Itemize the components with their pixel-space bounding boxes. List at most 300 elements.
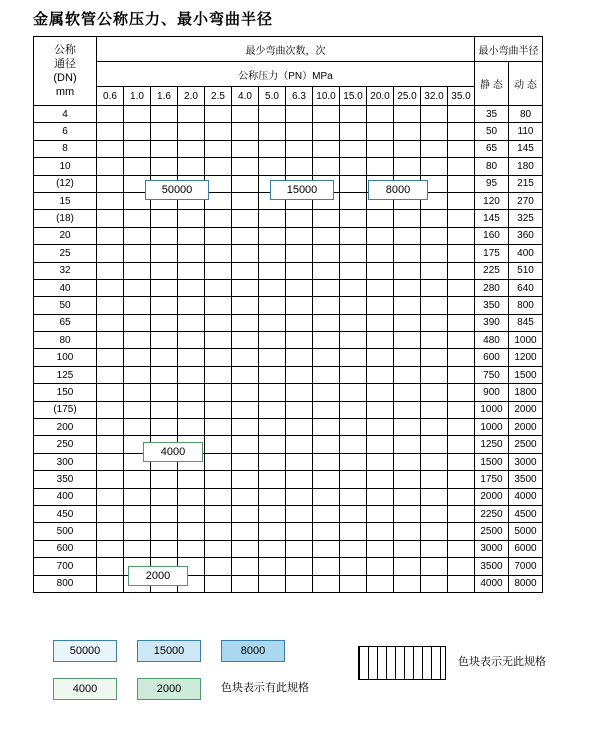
- pressure-cell: [448, 488, 475, 505]
- pressure-col-header: 35.0: [448, 87, 475, 106]
- pressure-cell: [394, 245, 421, 262]
- pressure-cell: [259, 227, 286, 244]
- dynamic-radius-cell: 360: [509, 227, 543, 244]
- static-radius-cell: 160: [475, 227, 509, 244]
- pressure-cell: [97, 192, 124, 209]
- pressure-cell: [448, 384, 475, 401]
- pressure-cell: [97, 106, 124, 123]
- static-radius-cell: 3000: [475, 540, 509, 557]
- static-radius-cell: 1250: [475, 436, 509, 453]
- pressure-cell: [394, 210, 421, 227]
- pressure-cell: [97, 297, 124, 314]
- pressure-cell: [232, 262, 259, 279]
- dynamic-radius-cell: 640: [509, 279, 543, 296]
- pressure-cell: [124, 540, 151, 557]
- static-radius-cell: 175: [475, 245, 509, 262]
- pressure-col-header: 4.0: [232, 87, 259, 106]
- pressure-cell: [151, 140, 178, 157]
- dn-cell: 15: [34, 192, 97, 209]
- pressure-cell: [313, 575, 340, 592]
- pressure-cell: [151, 349, 178, 366]
- table-row: [34, 453, 543, 470]
- legend-hatch-note: 色块表示无此规格: [458, 656, 546, 668]
- pressure-cell: [259, 366, 286, 383]
- pressure-cell: [232, 453, 259, 470]
- pressure-cell: [259, 488, 286, 505]
- pressure-cell: [178, 349, 205, 366]
- pressure-cell: [178, 297, 205, 314]
- pressure-cell: [97, 419, 124, 436]
- pressure-cell: [286, 366, 313, 383]
- dynamic-radius-cell: 5000: [509, 523, 543, 540]
- pressure-cell: [259, 106, 286, 123]
- pressure-cell: [97, 453, 124, 470]
- pressure-cell: [286, 575, 313, 592]
- pressure-cell: [124, 279, 151, 296]
- pressure-cell: [367, 488, 394, 505]
- table-row: [34, 366, 543, 383]
- bend-count-header: 最少弯曲次数，次: [97, 37, 475, 62]
- dn-cell: 300: [34, 453, 97, 470]
- static-radius-cell: 1750: [475, 471, 509, 488]
- dn-cell: 600: [34, 540, 97, 557]
- pressure-cell: [394, 436, 421, 453]
- table-row: [34, 488, 543, 505]
- pressure-cell: [448, 401, 475, 418]
- pressure-cell: [97, 332, 124, 349]
- pressure-cell: [232, 349, 259, 366]
- pressure-cell: [313, 158, 340, 175]
- dn-cell: 450: [34, 505, 97, 522]
- table-row: [34, 419, 543, 436]
- pressure-cell: [340, 540, 367, 557]
- static-radius-cell: 65: [475, 140, 509, 157]
- dn-cell: 65: [34, 314, 97, 331]
- pressure-cell: [97, 436, 124, 453]
- pressure-cell: [205, 453, 232, 470]
- pressure-cell: [259, 505, 286, 522]
- pressure-cell: [313, 523, 340, 540]
- pressure-cell: [340, 332, 367, 349]
- pressure-cell: [448, 332, 475, 349]
- pressure-cell: [448, 192, 475, 209]
- pressure-cell: [259, 210, 286, 227]
- pressure-cell: [421, 453, 448, 470]
- static-radius-cell: 2500: [475, 523, 509, 540]
- pressure-cell: [286, 158, 313, 175]
- dn-cell: 6: [34, 123, 97, 140]
- pressure-cell: [259, 523, 286, 540]
- pressure-cell: [367, 401, 394, 418]
- pressure-cell: [178, 332, 205, 349]
- dn-cell: (175): [34, 401, 97, 418]
- pressure-cell: [151, 401, 178, 418]
- pressure-cell: [124, 227, 151, 244]
- pressure-cell: [124, 106, 151, 123]
- legend-item-2000: 2000: [137, 678, 201, 700]
- pressure-cell: [340, 453, 367, 470]
- dn-cell: 20: [34, 227, 97, 244]
- pressure-cell: [394, 349, 421, 366]
- pressure-cell: [313, 401, 340, 418]
- pressure-cell: [259, 158, 286, 175]
- pressure-cell: [151, 279, 178, 296]
- dynamic-radius-cell: 110: [509, 123, 543, 140]
- pressure-cell: [448, 419, 475, 436]
- pressure-cell: [340, 436, 367, 453]
- pressure-col-header: 2.0: [178, 87, 205, 106]
- pressure-cell: [97, 349, 124, 366]
- pressure-cell: [367, 436, 394, 453]
- pressure-cell: [232, 158, 259, 175]
- pressure-cell: [394, 523, 421, 540]
- pressure-cell: [205, 332, 232, 349]
- pressure-cell: [97, 140, 124, 157]
- pressure-cell: [178, 540, 205, 557]
- pressure-cell: [259, 314, 286, 331]
- dn-cell: 32: [34, 262, 97, 279]
- pressure-cell: [313, 540, 340, 557]
- pressure-cell: [124, 314, 151, 331]
- pressure-cell: [205, 366, 232, 383]
- pressure-cell: [97, 314, 124, 331]
- pressure-cell: [124, 523, 151, 540]
- pressure-cell: [367, 366, 394, 383]
- pressure-cell: [394, 558, 421, 575]
- dynamic-radius-cell: 7000: [509, 558, 543, 575]
- pressure-cell: [259, 436, 286, 453]
- pressure-cell: [232, 279, 259, 296]
- pressure-cell: [232, 140, 259, 157]
- pressure-cell: [340, 106, 367, 123]
- pressure-cell: [448, 297, 475, 314]
- table-row: [34, 575, 543, 592]
- dynamic-radius-cell: 510: [509, 262, 543, 279]
- pressure-cell: [367, 227, 394, 244]
- pressure-cell: [97, 384, 124, 401]
- dynamic-radius-cell: 270: [509, 192, 543, 209]
- pressure-cell: [124, 366, 151, 383]
- pressure-cell: [205, 279, 232, 296]
- pressure-cell: [394, 575, 421, 592]
- dynamic-radius-cell: 80: [509, 106, 543, 123]
- dynamic-radius-cell: 1500: [509, 366, 543, 383]
- pressure-cell: [205, 245, 232, 262]
- dynamic-radius-cell: 180: [509, 158, 543, 175]
- pressure-cell: [97, 227, 124, 244]
- table-row: [34, 140, 543, 157]
- pressure-cell: [124, 471, 151, 488]
- dn-cell: 8: [34, 140, 97, 157]
- static-radius-cell: 145: [475, 210, 509, 227]
- pressure-cell: [205, 384, 232, 401]
- pressure-cell: [151, 488, 178, 505]
- pressure-cell: [313, 332, 340, 349]
- pressure-cell: [259, 332, 286, 349]
- pressure-cell: [313, 453, 340, 470]
- static-radius-cell: 80: [475, 158, 509, 175]
- pressure-col-header: 1.0: [124, 87, 151, 106]
- pressure-cell: [286, 488, 313, 505]
- pressure-cell: [151, 419, 178, 436]
- pressure-cell: [205, 158, 232, 175]
- pressure-cell: [124, 384, 151, 401]
- pressure-cell: [367, 279, 394, 296]
- dn-cell: 250: [34, 436, 97, 453]
- dn-cell: 350: [34, 471, 97, 488]
- pressure-cell: [367, 140, 394, 157]
- pressure-cell: [178, 245, 205, 262]
- pressure-cell: [151, 123, 178, 140]
- pressure-cell: [124, 332, 151, 349]
- pressure-cell: [259, 140, 286, 157]
- pressure-cell: [340, 279, 367, 296]
- pressure-cell: [205, 401, 232, 418]
- pressure-cell: [286, 297, 313, 314]
- pressure-cell: [232, 471, 259, 488]
- pressure-cell: [448, 436, 475, 453]
- pressure-cell: [340, 558, 367, 575]
- pressure-col-header: 6.3: [286, 87, 313, 106]
- pressure-cell: [448, 471, 475, 488]
- pressure-cell: [97, 523, 124, 540]
- pressure-cell: [151, 210, 178, 227]
- pressure-cell: [367, 523, 394, 540]
- static-radius-cell: 50: [475, 123, 509, 140]
- pressure-col-header: 20.0: [367, 87, 394, 106]
- pressure-cell: [286, 384, 313, 401]
- pressure-cell: [448, 505, 475, 522]
- pressure-cell: [97, 540, 124, 557]
- pressure-cell: [286, 419, 313, 436]
- pressure-cell: [421, 349, 448, 366]
- pressure-cell: [367, 505, 394, 522]
- pressure-cell: [232, 106, 259, 123]
- static-radius-cell: 750: [475, 366, 509, 383]
- dynamic-radius-cell: 4000: [509, 488, 543, 505]
- pressure-cell: [448, 123, 475, 140]
- pressure-cell: [367, 540, 394, 557]
- pressure-cell: [340, 488, 367, 505]
- pressure-cell: [340, 471, 367, 488]
- pressure-cell: [232, 123, 259, 140]
- header-row-1: [34, 37, 543, 62]
- table-body: [34, 106, 543, 593]
- pressure-cell: [313, 106, 340, 123]
- legend-item-50000: 50000: [53, 640, 117, 662]
- pressure-cell: [394, 505, 421, 522]
- pressure-cell: [394, 366, 421, 383]
- pressure-cell: [178, 106, 205, 123]
- pressure-cell: [394, 227, 421, 244]
- pressure-cell: [313, 245, 340, 262]
- pressure-cell: [151, 314, 178, 331]
- table-row: [34, 558, 543, 575]
- pressure-cell: [178, 488, 205, 505]
- pressure-cell: [259, 123, 286, 140]
- dynamic-radius-cell: 145: [509, 140, 543, 157]
- pressure-cell: [124, 349, 151, 366]
- table-row: [34, 523, 543, 540]
- pressure-cell: [313, 297, 340, 314]
- pressure-cell: [421, 488, 448, 505]
- pressure-cell: [421, 419, 448, 436]
- pressure-cell: [97, 279, 124, 296]
- pressure-cell: [448, 314, 475, 331]
- dynamic-radius-cell: 325: [509, 210, 543, 227]
- pressure-cell: [286, 401, 313, 418]
- pressure-cell: [340, 262, 367, 279]
- pressure-cell: [448, 140, 475, 157]
- dn-cell: 200: [34, 419, 97, 436]
- table-row: [34, 314, 543, 331]
- overlay-tag: 4000: [143, 442, 203, 462]
- header-row-3: [34, 87, 543, 106]
- pressure-cell: [286, 279, 313, 296]
- pressure-cell: [178, 366, 205, 383]
- pressure-cell: [313, 262, 340, 279]
- pressure-cell: [178, 123, 205, 140]
- pressure-cell: [232, 227, 259, 244]
- static-radius-cell: 1000: [475, 419, 509, 436]
- table-row: [34, 505, 543, 522]
- static-radius-cell: 120: [475, 192, 509, 209]
- pressure-cell: [205, 575, 232, 592]
- dynamic-radius-cell: 400: [509, 245, 543, 262]
- dn-cell: 100: [34, 349, 97, 366]
- pressure-cell: [232, 192, 259, 209]
- legend-item-15000: 15000: [137, 640, 201, 662]
- static-radius-cell: 600: [475, 349, 509, 366]
- pressure-cell: [421, 401, 448, 418]
- pressure-cell: [448, 210, 475, 227]
- pressure-col-header: 32.0: [421, 87, 448, 106]
- pressure-cell: [232, 245, 259, 262]
- pressure-cell: [394, 297, 421, 314]
- pressure-cell: [340, 227, 367, 244]
- pressure-cell: [340, 401, 367, 418]
- pressure-cell: [340, 366, 367, 383]
- pressure-cell: [232, 401, 259, 418]
- static-radius-cell: 900: [475, 384, 509, 401]
- pressure-cell: [232, 332, 259, 349]
- pressure-cell: [205, 505, 232, 522]
- pressure-cell: [340, 123, 367, 140]
- pressure-cell: [151, 262, 178, 279]
- static-radius-cell: 280: [475, 279, 509, 296]
- page-title: 金属软管公称压力、最小弯曲半径: [33, 10, 274, 28]
- dn-cell: 50: [34, 297, 97, 314]
- pressure-cell: [286, 349, 313, 366]
- pressure-cell: [97, 210, 124, 227]
- static-radius-cell: 225: [475, 262, 509, 279]
- pressure-cell: [232, 297, 259, 314]
- pressure-cell: [205, 262, 232, 279]
- pressure-cell: [313, 558, 340, 575]
- table-row: [34, 245, 543, 262]
- pressure-cell: [178, 158, 205, 175]
- pressure-cell: [259, 401, 286, 418]
- pressure-cell: [286, 123, 313, 140]
- table-header: [34, 37, 543, 106]
- pressure-cell: [394, 262, 421, 279]
- pressure-cell: [232, 419, 259, 436]
- pressure-cell: [286, 227, 313, 244]
- pressure-cell: [448, 175, 475, 192]
- pressure-cell: [367, 245, 394, 262]
- pressure-cell: [394, 540, 421, 557]
- static-radius-cell: 3500: [475, 558, 509, 575]
- pressure-cell: [97, 471, 124, 488]
- pressure-cell: [286, 245, 313, 262]
- pressure-cell: [394, 279, 421, 296]
- pressure-cell: [286, 106, 313, 123]
- overlay-tag: 8000: [368, 180, 428, 200]
- pressure-cell: [97, 366, 124, 383]
- pressure-cell: [286, 505, 313, 522]
- pressure-cell: [178, 471, 205, 488]
- pressure-cell: [97, 575, 124, 592]
- pressure-cell: [367, 106, 394, 123]
- static-radius-cell: 350: [475, 297, 509, 314]
- pressure-cell: [394, 471, 421, 488]
- table-row: [34, 106, 543, 123]
- pressure-cell: [313, 349, 340, 366]
- overlay-tag: 15000: [270, 180, 334, 200]
- table-row: [34, 279, 543, 296]
- dn-header-line-1: 公称: [54, 44, 76, 56]
- overlay-tag: 50000: [145, 180, 209, 200]
- pressure-cell: [421, 558, 448, 575]
- pressure-cell: [178, 314, 205, 331]
- table-row: [34, 210, 543, 227]
- pressure-cell: [340, 140, 367, 157]
- dynamic-radius-cell: 3000: [509, 453, 543, 470]
- pressure-cell: [259, 575, 286, 592]
- pressure-cell: [97, 123, 124, 140]
- pressure-cell: [367, 210, 394, 227]
- pressure-cell: [151, 366, 178, 383]
- pressure-cell: [232, 523, 259, 540]
- pressure-cell: [421, 332, 448, 349]
- dn-header-line-4: mm: [55, 86, 75, 98]
- pressure-cell: [259, 279, 286, 296]
- table-row: [34, 401, 543, 418]
- pressure-cell: [97, 245, 124, 262]
- pressure-cell: [394, 158, 421, 175]
- pressure-cell: [448, 279, 475, 296]
- pressure-cell: [421, 158, 448, 175]
- dn-cell: 40: [34, 279, 97, 296]
- pressure-cell: [448, 227, 475, 244]
- pressure-cell: [367, 297, 394, 314]
- pressure-cell: [313, 123, 340, 140]
- pressure-cell: [259, 419, 286, 436]
- pressure-cell: [394, 453, 421, 470]
- pressure-cell: [97, 175, 124, 192]
- pressure-cell: [232, 210, 259, 227]
- pressure-cell: [286, 262, 313, 279]
- pressure-cell: [394, 314, 421, 331]
- table-row: [34, 540, 543, 557]
- pressure-cell: [286, 540, 313, 557]
- pressure-cell: [259, 540, 286, 557]
- legend-color-note: 色块表示有此规格: [221, 682, 309, 694]
- pressure-cell: [448, 575, 475, 592]
- pressure-cell: [205, 227, 232, 244]
- pressure-cell: [178, 227, 205, 244]
- pressure-cell: [448, 349, 475, 366]
